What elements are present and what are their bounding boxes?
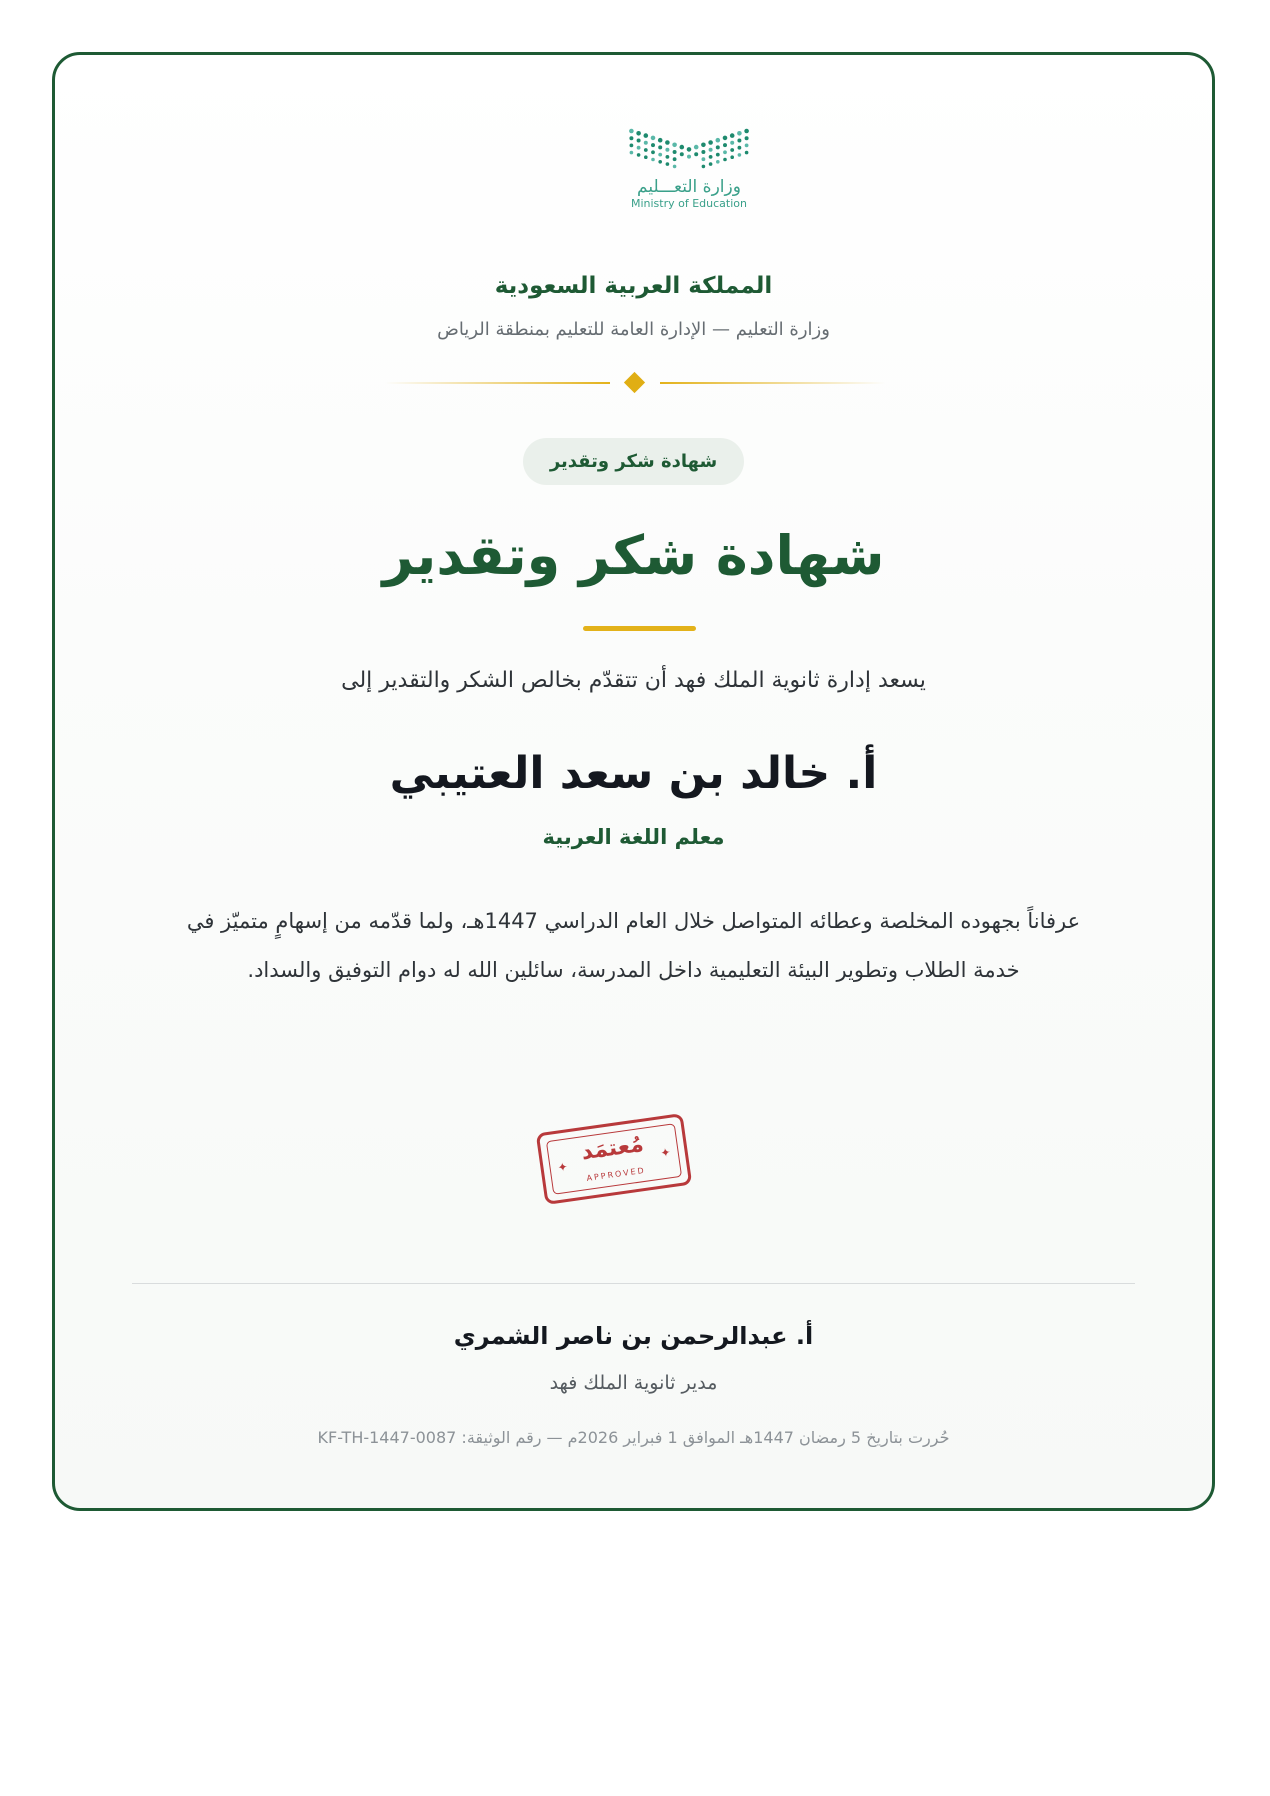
kingdom-title: المملكة العربية السعودية	[494, 273, 773, 299]
recipient-name: أ. خالد بن سعد العتيبي	[389, 748, 878, 799]
ministry-subtitle: وزارة التعليم — الإدارة العامة للتعليم بمنطقة الرياض	[437, 319, 830, 340]
certificate-badge-wrap	[55, 438, 1212, 485]
certificate-card	[52, 52, 1215, 1511]
issue-details: حُررت بتاريخ 5 رمضان 1447هـ الموافق 1 فبراير 2026م — رقم الوثيقة: KF-TH-1447-0087	[317, 1428, 950, 1447]
title-underline	[583, 626, 696, 631]
approved-stamp	[536, 1113, 693, 1205]
logo-dots-icon	[624, 125, 754, 175]
signature-divider	[132, 1283, 1135, 1284]
ministry-logo	[624, 125, 754, 235]
diamond-icon	[624, 372, 645, 393]
certificate-badge: شهادة شكر وتقدير	[523, 438, 744, 485]
signer-name: أ. عبدالرحمن بن ناصر الشمري	[453, 1322, 814, 1350]
logo-arabic-text: وزارة التعـــليم	[637, 177, 741, 197]
certificate-body: عرفاناً بجهوده المخلصة وعطائه المتواصل خلال العام الدراسي 1447هـ، ولما قدّمه من إسهامٍ متميّز في خدمة الطلاب وتطوير البيئة التعليمية داخل المدرسة، سائلين الله له دوام التوفيق والسداد.	[186, 909, 1081, 982]
stamp-arabic-text: مُعتمَد	[579, 1131, 646, 1166]
stamp-star-icon: ✦	[659, 1145, 672, 1161]
ornamental-divider	[385, 373, 885, 393]
signer-role: مدير ثانوية الملك فهد	[549, 1372, 718, 1394]
certificate-title: شهادة شكر وتقدير	[382, 524, 885, 587]
stamp-english-text: APPROVED	[586, 1165, 647, 1183]
logo-english-text: Ministry of Education	[630, 197, 747, 210]
intro-text: يسعد إدارة ثانوية الملك فهد أن تتقدّم بخالص الشكر والتقدير إلى	[341, 668, 926, 693]
recipient-role: معلم اللغة العربية	[542, 825, 725, 849]
stamp-star-icon: ✦	[556, 1159, 569, 1175]
